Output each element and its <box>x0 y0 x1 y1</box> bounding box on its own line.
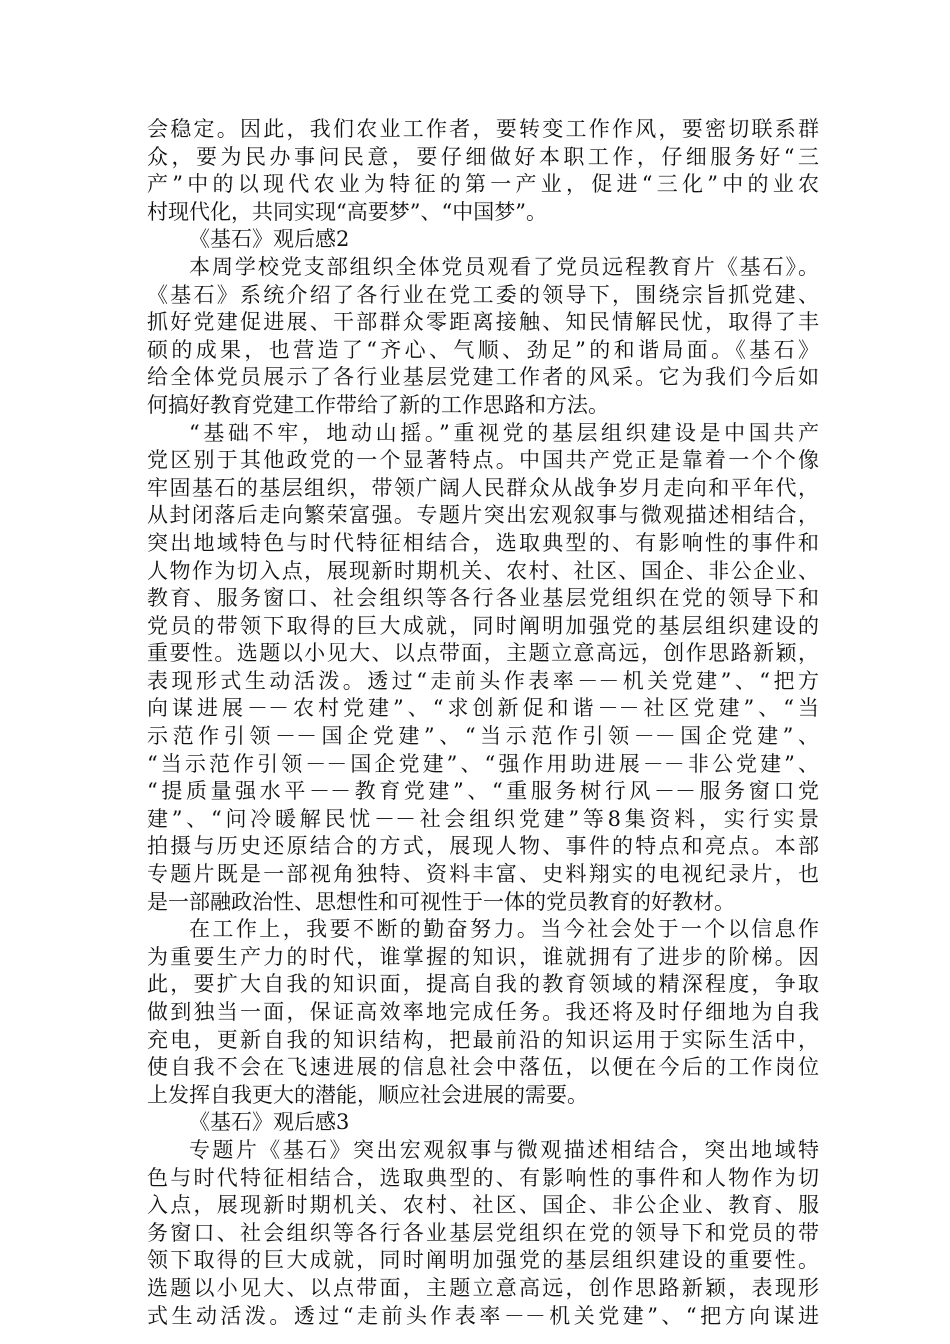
text-line: 村现代化，共同实现“高要梦”、“中国梦”。 <box>147 199 547 224</box>
document-body <box>147 116 819 1330</box>
text-line: 《基石》系统介绍了各行业在党工委的领导下，围绕宗旨抓党建、 <box>147 282 819 307</box>
text-line: 党区别于其他政党的一个显著特点。中国共产党正是靠着一个个像 <box>147 448 819 473</box>
text-line: 式生动活泼。透过“走前头作表率－－机关党建”、“把方向谋进 <box>147 1303 819 1328</box>
text-line: 产”中的以现代农业为特征的第一产业，促进“三化”中的业农 <box>147 172 819 197</box>
text-line: 色与时代特征相结合，选取典型的、有影响性的事件和人物作为切 <box>147 1165 819 1190</box>
text-line: 专题片既是一部视角独特、资料丰富、史料翔实的电视纪录片，也 <box>147 862 819 887</box>
text-line: 充电，更新自我的知识结构，把最前沿的知识运用于实际生活中， <box>147 1027 819 1052</box>
text-line: 是一部融政治性、思想性和可视性于一体的党员教育的好教材。 <box>147 889 735 914</box>
text-line: 专题片《基石》突出宏观叙事与微观描述相结合，突出地域特 <box>189 1137 819 1162</box>
section-heading: 《基石》观后感3 <box>189 1110 350 1135</box>
text-line: 在工作上，我要不断的勤奋努力。当今社会处于一个以信息作 <box>189 917 819 942</box>
text-line: 众，要为民办事问民意，要仔细做好本职工作，仔细服务好“三 <box>147 144 819 169</box>
text-line: 党员的带领下取得的巨大成就，同时阐明加强党的基层组织建设的 <box>147 613 819 638</box>
text-line: 硕的成果，也营造了“齐心、气顺、劲足”的和谐局面。《基石》 <box>147 337 819 362</box>
text-line: 上发挥自我更大的潜能，顺应社会进展的需要。 <box>147 1082 588 1107</box>
text-line: 为重要生产力的时代，谁掌握的知识，谁就拥有了进步的阶梯。因 <box>147 944 819 969</box>
text-line: 重要性。选题以小见大、以点带面，主题立意高远，创作思路新颖， <box>147 641 819 666</box>
text-line: 何搞好教育党建工作带给了新的工作思路和方法。 <box>147 392 609 417</box>
text-line: 牢固基石的基层组织，带领广阔人民群众从战争岁月走向和平年代， <box>147 475 819 500</box>
text-line: 会稳定。因此，我们农业工作者，要转变工作作风，要密切联系群 <box>147 117 819 141</box>
text-line: 向谋进展－－农村党建”、“求创新促和谐－－社区党建”、“当 <box>147 696 819 721</box>
text-line: “当示范作引领－－国企党建”、“强作用助进展－－非公党建”、 <box>147 751 819 776</box>
text-line: 人物作为切入点，展现新时期机关、农村、社区、国企、非公企业、 <box>147 558 819 583</box>
text-line: 从封闭落后走向繁荣富强。专题片突出宏观叙事与微观描述相结合， <box>147 503 819 528</box>
text-line: 突出地域特色与时代特征相结合，选取典型的、有影响性的事件和 <box>147 530 819 555</box>
text-line: 抓好党建促进展、干部群众零距离接触、知民情解民忧，取得了丰 <box>147 310 819 335</box>
text-line: 领下取得的巨大成就，同时阐明加强党的基层组织建设的重要性。 <box>147 1248 819 1273</box>
text-line: “基础不牢，地动山摇。”重视党的基层组织建设是中国共产 <box>189 420 819 445</box>
text-line: 选题以小见大、以点带面，主题立意高远，创作思路新颖，表现形 <box>147 1275 819 1300</box>
text-line: 教育、服务窗口、社会组织等各行各业基层党组织在党的领导下和 <box>147 586 819 611</box>
text-line: 做到独当一面，保证高效率地完成任务。我还将及时仔细地为自我 <box>147 1000 819 1024</box>
text-line: 入点，展现新时期机关、农村、社区、国企、非公企业、教育、服 <box>147 1193 819 1218</box>
text-line: “提质量强水平－－教育党建”、“重服务树行风－－服务窗口党 <box>147 779 819 804</box>
text-line: 本周学校党支部组织全体党员观看了党员远程教育片《基石》。 <box>189 254 819 279</box>
text-line: 表现形式生动活泼。透过“走前头作表率－－机关党建”、“把方 <box>147 668 819 693</box>
text-line: 此，要扩大自我的知识面，提高自我的教育领域的精深程度，争取 <box>147 972 819 997</box>
text-line: 示范作引领－－国企党建”、“当示范作引领－－国企党建”、 <box>147 724 819 749</box>
section-heading: 《基石》观后感2 <box>189 227 350 252</box>
text-line: 拍摄与历史还原结合的方式，展现人物、事件的特点和亮点。本部 <box>147 834 819 859</box>
text-line: 使自我不会在飞速进展的信息社会中落伍，以便在今后的工作岗位 <box>147 1055 819 1080</box>
text-line: 务窗口、社会组织等各行各业基层党组织在党的领导下和党员的带 <box>147 1220 819 1245</box>
text-line: 建”、“问冷暖解民忧－－社会组织党建”等8集资料，实行实景 <box>147 806 819 831</box>
text-line: 给全体党员展示了各行业基层党建工作者的风采。它为我们今后如 <box>147 365 819 390</box>
